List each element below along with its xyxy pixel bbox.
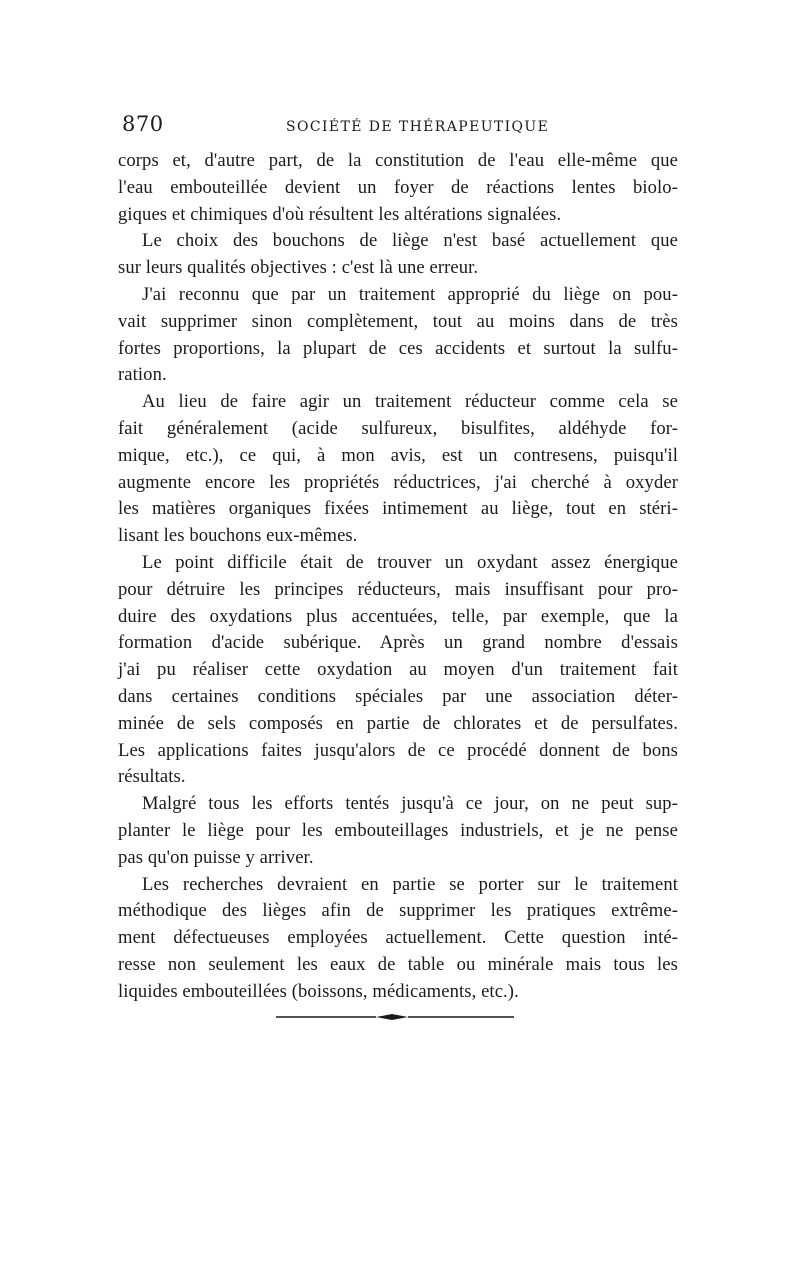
text-line: vait supprimer sinon complètement, tout au moins dans de très [118,310,678,332]
text-line: ment défectueuses employées actuellement. Cette question inté- [118,927,678,949]
text-line: mique, etc.), ce qui, à mon avis, est un contresens, puisqu'il [118,444,678,466]
text-line: fortes proportions, la plupart de ces accidents et surtout la sulfu- [118,337,678,359]
text-line: duire des oxydations plus accentuées, telle, par exemple, que la [118,605,678,627]
end-ornament [276,1010,514,1024]
text-line: méthodique des lièges afin de supprimer les pratiques extrême- [118,900,678,922]
paragraph [118,228,678,282]
text-line: les matières organiques fixées intimement au liège, tout en stéri- [118,498,678,520]
page-number: 870 [122,112,164,136]
text-line: pour détruire les principes réducteurs, mais insuffisant pour pro- [118,578,678,600]
text-line: Le choix des bouchons de liège n'est basé actuellement que [142,230,678,252]
paragraph [118,872,678,1006]
body-text [118,148,678,1006]
text-line: dans certaines conditions spéciales par une association déter- [118,685,678,707]
paragraph [118,791,678,871]
text-line: Au lieu de faire agir un traitement réducteur comme cela se [142,391,678,413]
text-line: sur leurs qualités objectives : c'est là une erreur. [118,257,479,279]
text-line: giques et chimiques d'où résultent les altérations signalées. [118,203,562,225]
text-line: formation d'acide subérique. Après un grand nombre d'essais [118,632,678,654]
text-line: J'ai reconnu que par un traitement approprié du liège on pou- [142,283,678,305]
text-line: planter le liège pour les embouteillages industriels, et je ne pense [118,819,678,841]
text-line: fait généralement (acide sulfureux, bisulfites, aldéhyde for- [118,417,678,439]
paragraph [118,148,678,228]
paragraph [118,389,678,550]
text-line: résultats. [118,766,186,788]
text-line: liquides embouteillées (boissons, médicaments, etc.). [118,980,519,1002]
text-line: Les applications faites jusqu'alors de ce procédé donnent de bons [118,739,678,761]
page-header [118,108,678,148]
paragraph [118,550,678,791]
running-title: SOCIÉTÉ DE THÉRAPEUTIQUE [286,119,550,135]
text-line: resse non seulement les eaux de table ou minérale mais tous les [118,953,678,975]
text-line: Les recherches devraient en partie se porter sur le traitement [142,873,678,895]
text-line: augmente encore les propriétés réductrices, j'ai cherché à oxyder [118,471,678,493]
text-line: corps et, d'autre part, de la constitution de l'eau elle-même que [118,150,678,171]
text-line: l'eau embouteillée devient un foyer de réactions lentes biolo- [118,176,678,198]
text-line: Le point difficile était de trouver un oxydant assez énergique [142,551,678,573]
text-line: Malgré tous les efforts tentés jusqu'à ce jour, on ne peut sup- [142,793,678,815]
text-line: lisant les bouchons eux-mêmes. [118,525,358,547]
paragraph [118,282,678,389]
text-line: ration. [118,364,167,386]
text-line: minée de sels composés en partie de chlorates et de persulfates. [118,712,678,734]
text-line: j'ai pu réaliser cette oxydation au moyen d'un traitement fait [118,659,678,681]
book-page [118,108,678,1006]
text-line: pas qu'on puisse y arriver. [118,846,314,868]
